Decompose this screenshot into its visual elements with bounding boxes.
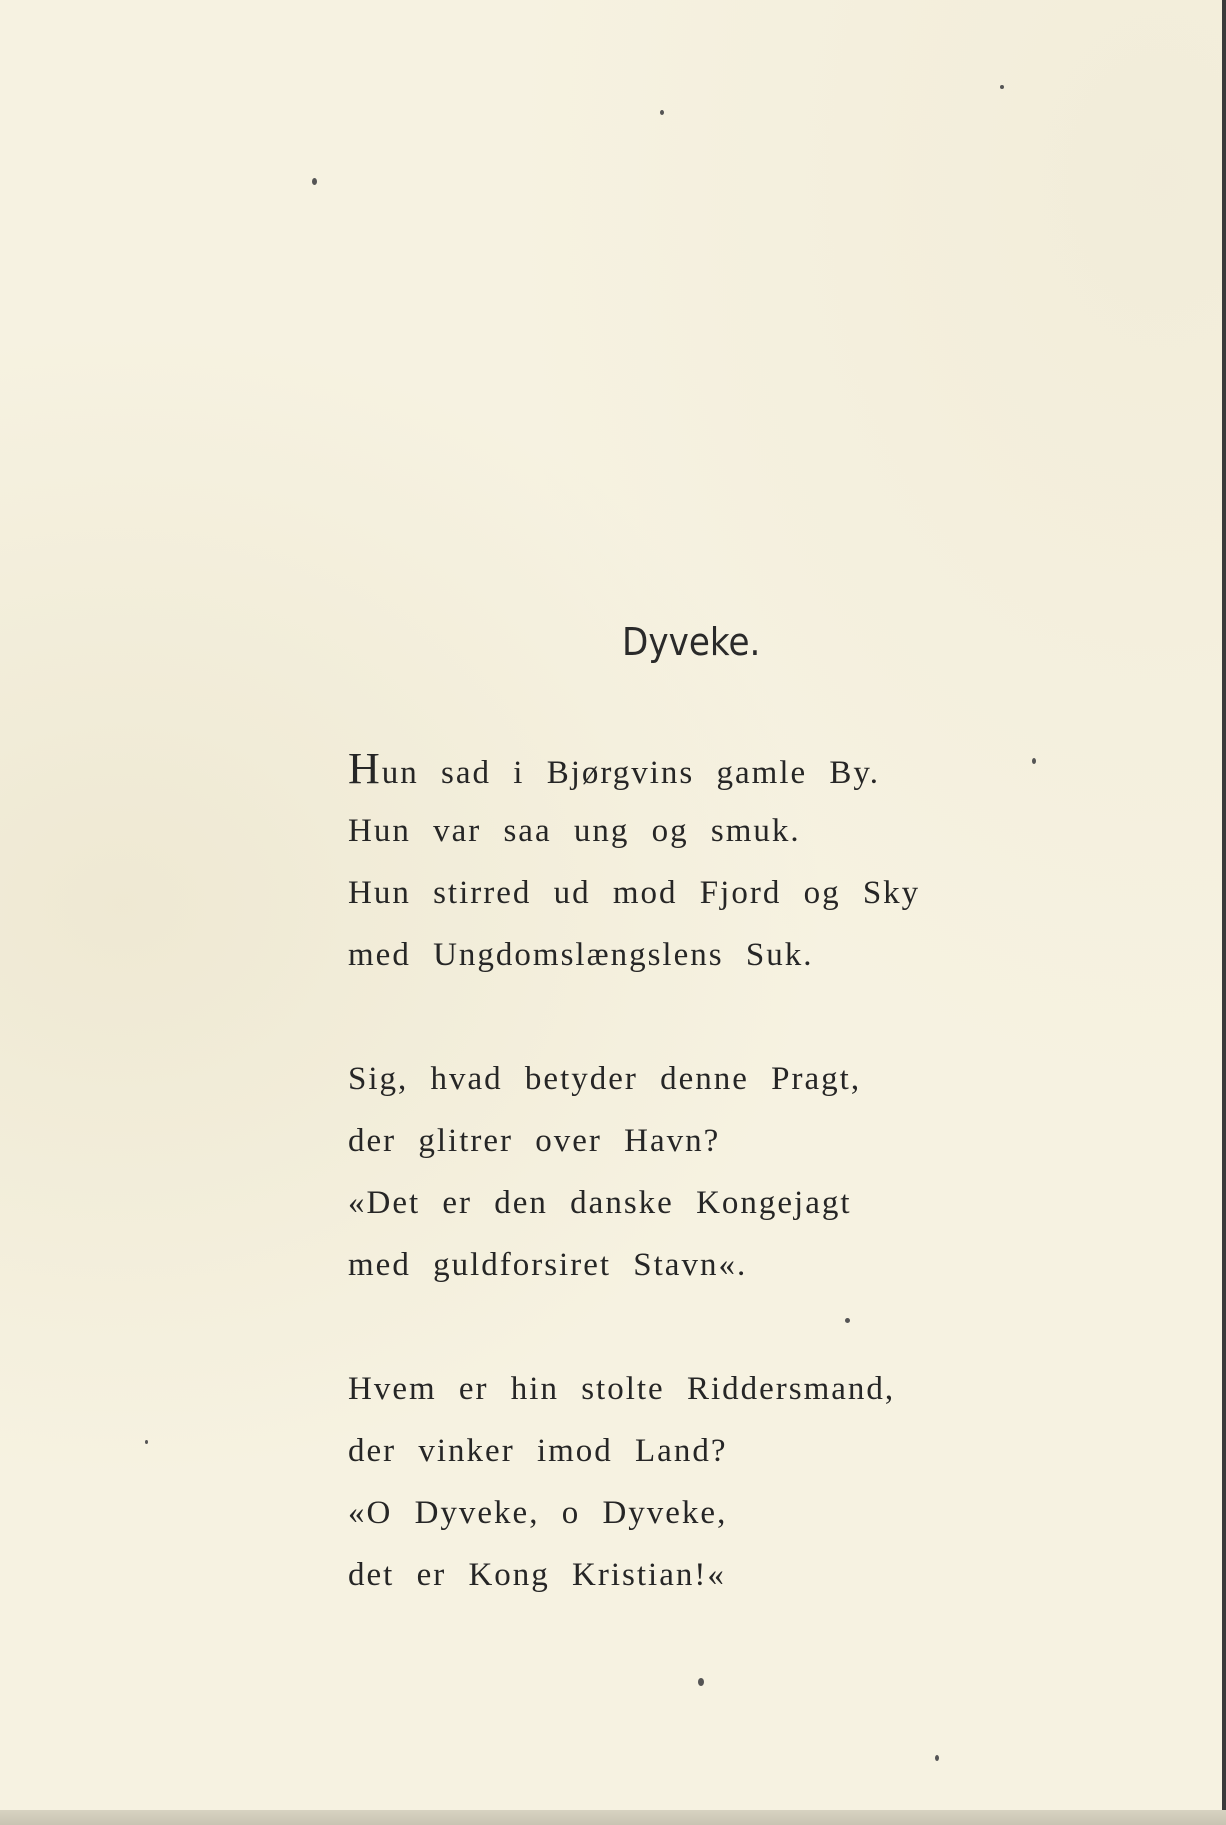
line-rest: un sad i Bjørgvins gamle By. (381, 755, 881, 791)
paper-speck (312, 178, 317, 185)
stanza-3 (348, 1358, 1048, 1606)
poem-line: med Ungdomslængslens Suk. (348, 937, 814, 973)
poem-line (348, 738, 1048, 800)
poem-line: Sig, hvad betyder denne Pragt, (348, 1061, 862, 1097)
poem-title: Dyveke. (622, 620, 761, 664)
stanza-2 (348, 1048, 1048, 1296)
poem-line: Hun var saa ung og smuk. (348, 813, 801, 849)
drop-cap-letter: H (348, 744, 382, 793)
poem-line: «Det er den danske Kongejagt (348, 1185, 852, 1221)
stanza-1 (348, 738, 1048, 986)
paper-speck (698, 1678, 704, 1686)
page-bottom-edge (0, 1810, 1226, 1825)
paper-speck (145, 1440, 148, 1444)
paper-speck (845, 1318, 850, 1323)
paper-speck (660, 110, 664, 115)
poem-line: Hun stirred ud mod Fjord og Sky (348, 875, 921, 911)
paper-speck (935, 1755, 939, 1761)
poem-line: det er Kong Kristian!« (348, 1557, 726, 1593)
poem-line: med guldforsiret Stavn«. (348, 1247, 748, 1283)
poem-line: der vinker imod Land? (348, 1433, 728, 1469)
poem-line: der glitrer over Havn? (348, 1123, 721, 1159)
paper-speck (1032, 758, 1036, 764)
page-right-edge (1222, 0, 1226, 1825)
poem-line: «O Dyveke, o Dyveke, (348, 1495, 728, 1531)
paper-speck (1000, 85, 1004, 89)
poem-line: Hvem er hin stolte Riddersmand, (348, 1371, 896, 1407)
poem-body (348, 738, 1048, 1668)
